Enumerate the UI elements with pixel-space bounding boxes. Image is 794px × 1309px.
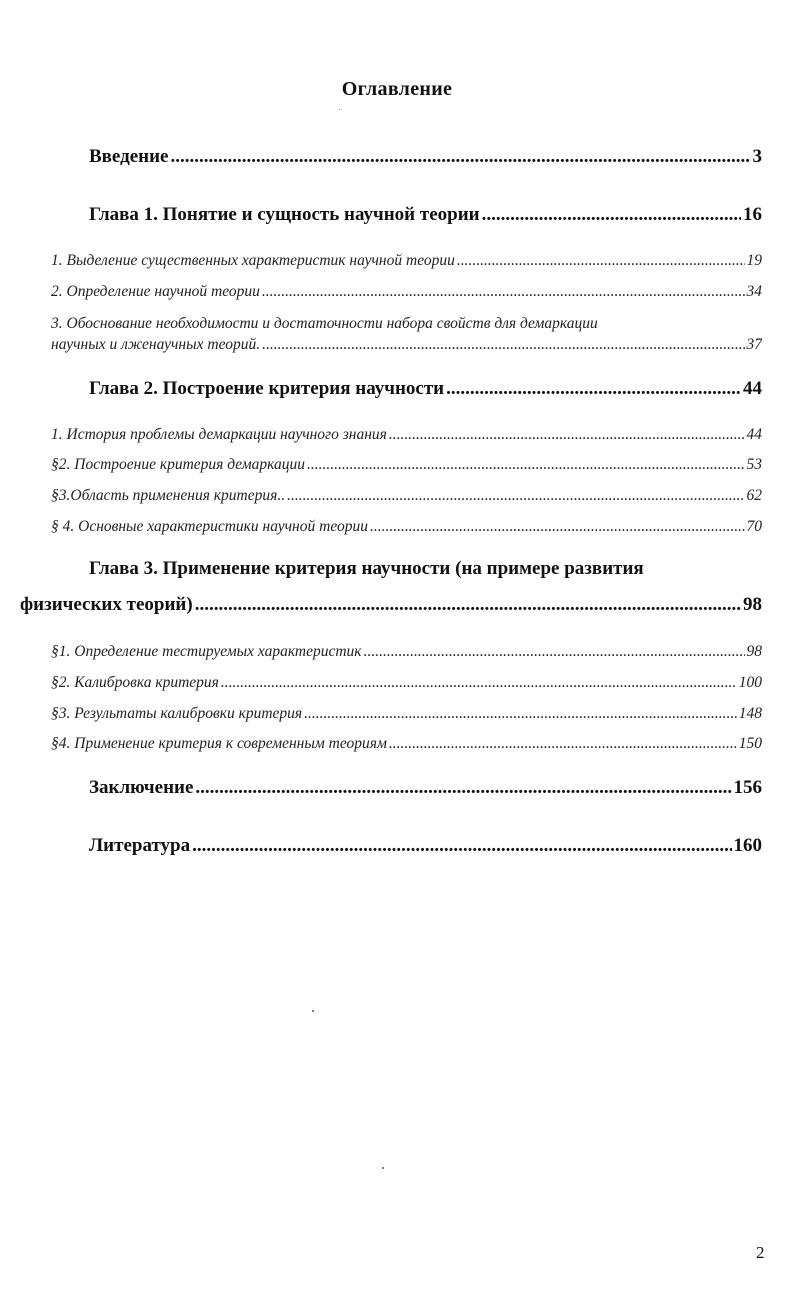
toc-section-3-2[interactable] [51,674,762,692]
toc-entry-page: 98 [743,594,762,615]
toc-section-3-4[interactable] [51,735,762,753]
dot-leader [389,426,745,444]
toc-entry-page: 156 [733,777,762,798]
toc-section-page: 62 [746,487,762,504]
toc-section-page: 100 [738,674,762,691]
toc-entry-literature[interactable] [89,835,762,857]
dot-leader [307,456,744,474]
toc-entry-title: Глава 1. Понятие и сущность научной теории [89,204,480,225]
toc-section-1-3-line1[interactable]: 3. Обоснование необходимости и достаточности набора свойств для демаркации [51,315,598,332]
toc-section-page: 53 [746,456,762,473]
toc-section-title: §3.Область применения критерия.. [51,487,286,504]
dot-leader [370,518,745,536]
toc-section-title: § 4. Основные характеристики научной теории [51,518,368,535]
dot-leader [389,735,737,753]
toc-entry-chapter-3[interactable] [20,594,762,616]
toc-entry-page: 3 [752,146,762,167]
toc-section-3-3[interactable] [51,705,762,723]
toc-section-2-3[interactable] [51,487,762,505]
toc-section-page: 150 [738,735,762,752]
toc-section-title: 1. История проблемы демаркации научного знания [51,426,387,443]
toc-entry-page: 160 [733,835,762,856]
dot-leader [457,252,745,270]
toc-section-page: 148 [738,705,762,722]
toc-section-title: 2. Определение научной теории [51,283,260,300]
toc-entry-page: 44 [743,378,762,399]
dot-leader [304,705,737,723]
dot-leader [262,336,744,354]
dot-leader [171,146,751,168]
toc-section-title: §1. Определение тестируемых характеристик [51,643,362,660]
toc-section-1-3[interactable] [51,336,762,354]
scan-speck [312,1010,314,1012]
dot-leader [262,283,745,301]
dot-leader [482,204,741,226]
dot-leader [221,674,737,692]
toc-section-page: 19 [746,252,762,269]
toc-section-title: §2. Построение критерия демаркации [51,456,306,473]
toc-entry-title: физических теорий) [20,594,193,615]
toc-section-page: 70 [746,518,762,535]
toc-section-page: 98 [746,643,762,660]
toc-section-2-2[interactable] [51,456,762,474]
toc-section-1-1[interactable] [51,252,762,270]
toc-section-title: 1. Выделение существенных характеристик научной теории [51,252,455,269]
toc-section-page: 37 [746,336,762,353]
scan-speck [339,109,340,110]
dot-leader [195,594,741,616]
toc-entry-chapter-2[interactable] [89,378,762,400]
toc-section-3-1[interactable] [51,643,762,661]
toc-section-page: 44 [746,426,762,443]
toc-entry-title: Глава 2. Построение критерия научности [89,378,445,399]
toc-section-2-1[interactable] [51,426,762,444]
dot-leader [192,835,731,857]
toc-entry-title: Литература [89,835,191,856]
dot-leader [195,777,731,799]
dot-leader [364,643,745,661]
toc-entry-title: Введение [89,146,169,167]
toc-entry-conclusion[interactable] [89,777,762,799]
toc-entry-chapter-1[interactable] [89,204,762,226]
toc-section-page: 34 [746,283,762,300]
toc-section-title: научных и лженаучных теорий. [51,336,261,353]
scan-speck [382,1167,384,1169]
dot-leader [287,487,744,505]
toc-section-title: §3. Результаты калибровки критерия [51,705,303,722]
toc-section-title: §4. Применение критерия к современным теориям [51,735,387,752]
toc-entry-page: 16 [743,204,762,225]
toc-section-1-2[interactable] [51,283,762,301]
page-title: Оглавление [341,78,453,100]
toc-entry-title: Заключение [89,777,194,798]
dot-leader [446,378,741,400]
toc-section-title: §2. Калибровка критерия [51,674,219,691]
toc-entry-chapter-3-line1[interactable]: Глава 3. Применение критерия научности (на примере развития [89,558,644,579]
toc-section-2-4[interactable] [51,518,762,536]
page-number: 2 [756,1243,765,1262]
toc-entry-intro[interactable] [89,146,762,168]
